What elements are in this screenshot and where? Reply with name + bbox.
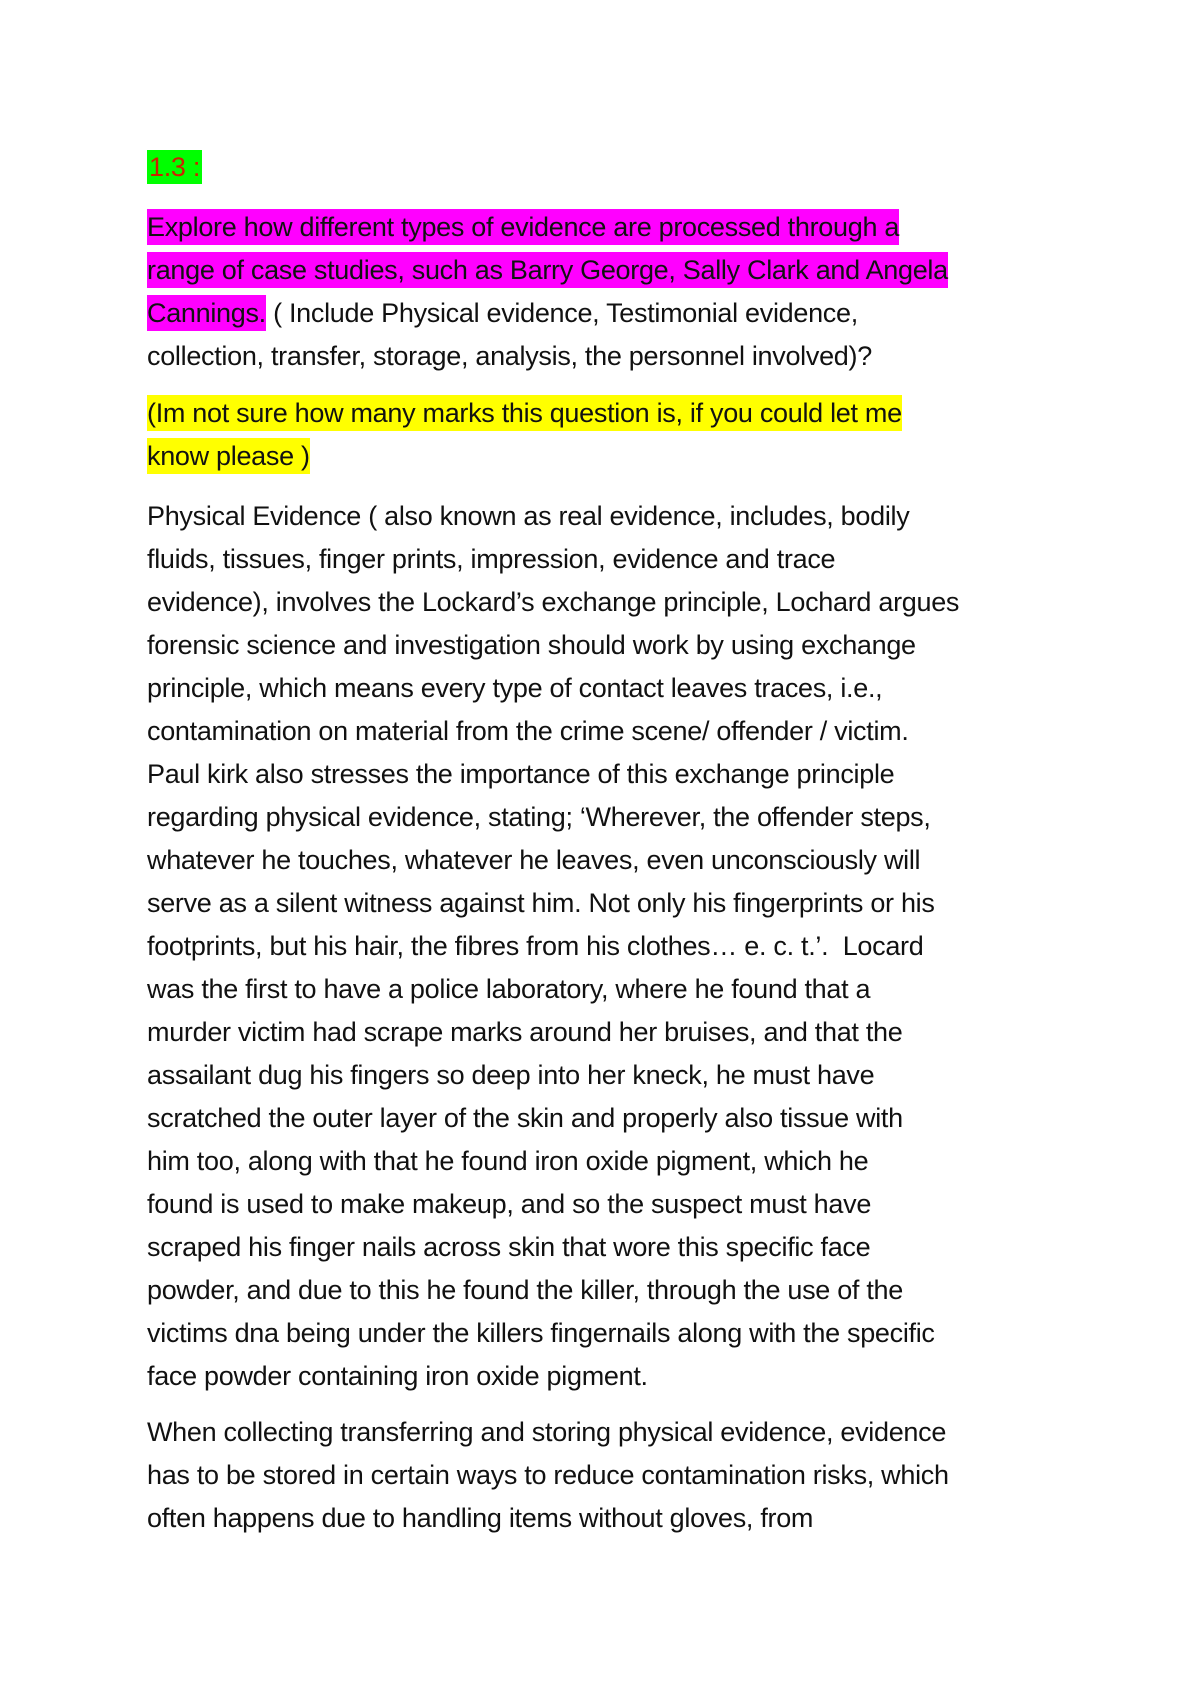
paragraph-line: has to be stored in certain ways to reduce contamination risks, which — [147, 1460, 949, 1490]
paragraph-line: assailant dug his fingers so deep into her kneck, he must have — [147, 1060, 875, 1090]
question-line: Cannings. — [147, 295, 266, 331]
note-line: know please ) — [147, 438, 310, 474]
paragraph-line: whatever he touches, whatever he leaves, even unconsciously will — [147, 845, 921, 875]
paragraph-line: footprints, but his hair, the fibres from his clothes… e. c. t.’. Locard — [147, 931, 924, 961]
question-instructions: ( Include Physical evidence, Testimonial evidence, — [265, 298, 858, 328]
question-number — [147, 146, 1067, 189]
paragraph-line: victims dna being under the killers fingernails along with the specific — [147, 1318, 935, 1348]
question-prompt — [147, 206, 1067, 378]
paragraph-line: often happens due to handling items without gloves, from — [147, 1503, 814, 1533]
paragraph-line: was the first to have a police laboratory, where he found that a — [147, 974, 871, 1004]
paragraph-line: Physical Evidence ( also known as real evidence, includes, bodily — [147, 501, 910, 531]
paragraph-line: regarding physical evidence, stating; ‘Wherever, the offender steps, — [147, 802, 931, 832]
question-number-label: 1.3 : — [149, 152, 201, 182]
paragraph-line: scraped his finger nails across skin that wore this specific face — [147, 1232, 871, 1262]
question-line: collection, transfer, storage, analysis, the personnel involved)? — [147, 341, 872, 371]
paragraph-line: powder, and due to this he found the killer, through the use of the — [147, 1275, 903, 1305]
paragraph-line: principle, which means every type of contact leaves traces, i.e., — [147, 673, 883, 703]
paragraph-line: found is used to make makeup, and so the suspect must have — [147, 1189, 872, 1219]
paragraph-line: forensic science and investigation should work by using exchange — [147, 630, 916, 660]
question-line: range of case studies, such as Barry George, Sally Clark and Angela — [147, 252, 948, 288]
paragraph-line: When collecting transferring and storing physical evidence, evidence — [147, 1417, 947, 1447]
student-note — [147, 392, 1067, 478]
paragraph-line: serve as a silent witness against him. Not only his fingerprints or his — [147, 888, 935, 918]
paragraph-collecting-evidence — [147, 1411, 1067, 1540]
note-line: (Im not sure how many marks this question is, if you could let me — [147, 395, 902, 431]
paragraph-line: evidence), involves the Lockard’s exchange principle, Lochard argues — [147, 587, 960, 617]
paragraph-line: face powder containing iron oxide pigment. — [147, 1361, 648, 1391]
paragraph-line: him too, along with that he found iron oxide pigment, which he — [147, 1146, 869, 1176]
paragraph-line: murder victim had scrape marks around her bruises, and that the — [147, 1017, 903, 1047]
paragraph-line: Paul kirk also stresses the importance of this exchange principle — [147, 759, 895, 789]
paragraph-physical-evidence — [147, 495, 1067, 1398]
question-line: Explore how different types of evidence are processed through a — [147, 209, 899, 245]
paragraph-line: contamination on material from the crime scene/ offender / victim. — [147, 716, 909, 746]
paragraph-line: fluids, tissues, finger prints, impression, evidence and trace — [147, 544, 836, 574]
paragraph-line: scratched the outer layer of the skin and properly also tissue with — [147, 1103, 903, 1133]
